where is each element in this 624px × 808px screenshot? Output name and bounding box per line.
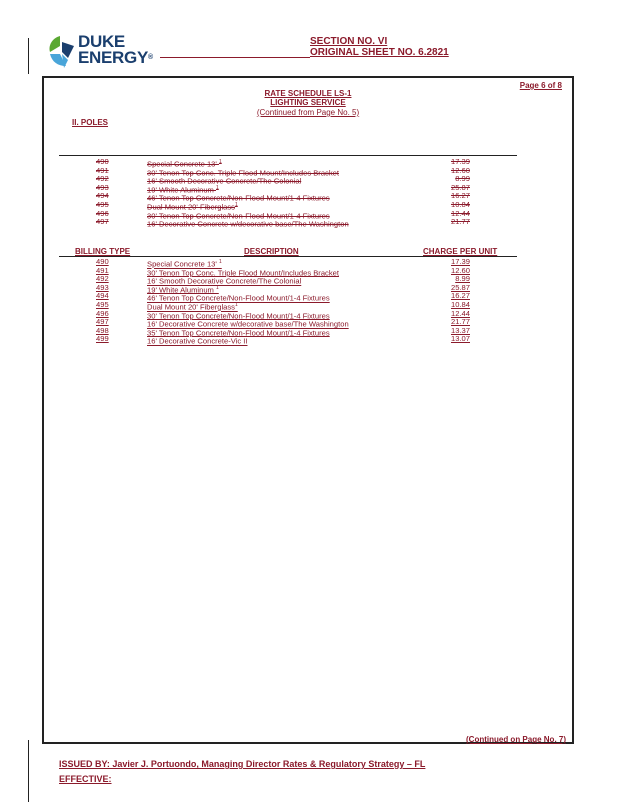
charge-cell: 25.87 — [450, 182, 470, 192]
deleted-table-rule — [59, 155, 517, 156]
description-text: Dual Mount 20' Fiberglass — [147, 302, 235, 312]
charge-cell: 12.44 — [450, 208, 470, 218]
table-row — [0, 200, 624, 212]
footnote-marker: 1 — [215, 184, 219, 191]
billing-type-cell: 492 — [96, 274, 109, 284]
header-charge: CHARGE PER UNIT — [423, 247, 498, 256]
billing-type-cell: 493 — [96, 282, 109, 292]
section-heading: II. POLES — [72, 118, 109, 127]
charge-cell: 21.77 — [450, 317, 470, 327]
billing-type-cell: 493 — [96, 182, 109, 192]
margin-bar-bottom — [28, 740, 29, 802]
description-text: 16' Smooth Decorative Concrete/The Colonial — [147, 176, 302, 186]
table-row — [0, 308, 624, 321]
sheet-number: ORIGINAL SHEET NO. 6.2821 — [310, 47, 449, 58]
billing-type-cell: 496 — [96, 308, 109, 318]
billing-type-cell: 490 — [96, 257, 109, 266]
schedule-title: RATE SCHEDULE LS-1 — [264, 89, 352, 98]
billing-type-cell: 491 — [96, 265, 109, 275]
description-text: 16' Decorative Concrete w/decorative base/The Washington — [147, 219, 349, 229]
charge-cell: 10.84 — [450, 300, 470, 309]
billing-type-cell: 499 — [96, 334, 109, 344]
charge-cell: 12.60 — [450, 265, 470, 275]
billing-type-cell: 491 — [96, 165, 109, 175]
table-row — [0, 182, 624, 195]
continued-from: (Continued from Page No. 5) — [256, 108, 360, 117]
description-text: 46' Tenon Top Concrete/Non-Flood Mount/1-4 Fixtures — [147, 193, 330, 203]
billing-type-cell: 495 — [96, 200, 109, 209]
footnote-marker: 1 — [234, 302, 238, 308]
table-rule — [59, 256, 517, 257]
section-number: SECTION NO. VI — [310, 36, 388, 47]
description-text: 30' Tenon Top Conc. Triple Flood Mount/Includes Bracket — [147, 168, 339, 178]
charge-cell: 25.87 — [450, 282, 470, 292]
charge-cell: 13.07 — [450, 334, 470, 344]
description-text: Dual Mount 20' Fiberglass — [147, 202, 235, 212]
margin-bar-top — [28, 38, 29, 74]
description-text: 30' Tenon Top Conc. Triple Flood Mount/Includes Bracket — [147, 268, 339, 278]
billing-type-cell: 496 — [96, 208, 109, 218]
charge-cell: 21.77 — [450, 217, 470, 227]
description-text: 35' Tenon Top Concrete/Non-Flood Mount/1-4 Fixtures — [147, 328, 330, 338]
billing-type-cell: 498 — [96, 325, 109, 335]
charge-cell: 13.37 — [450, 325, 470, 335]
description-text: Special Concrete 13' — [147, 159, 219, 169]
effective: EFFECTIVE: — [59, 774, 112, 784]
table-row — [0, 317, 624, 329]
footnote-marker: 1 — [234, 202, 238, 208]
description-text: 46' Tenon Top Concrete/Non-Flood Mount/1-4 Fixtures — [147, 293, 330, 303]
table-row — [0, 265, 624, 278]
table-row — [0, 217, 624, 229]
footnote-marker: 1 — [218, 159, 222, 165]
charge-cell: 10.84 — [450, 200, 470, 209]
logo-line-2: ENERGY — [78, 48, 148, 67]
charge-cell: 16.27 — [450, 191, 470, 201]
description-text: 19' White Aluminum — [147, 285, 216, 295]
table-row — [0, 325, 624, 338]
billing-type-cell: 492 — [96, 174, 109, 184]
duke-energy-logo — [46, 32, 166, 76]
charge-cell: 17.39 — [450, 257, 470, 266]
description-text: 30' Tenon Top Concrete/Non-Flood Mount/1-4 Fixtures — [147, 211, 330, 221]
logo-line-1: DUKE — [78, 32, 125, 51]
billing-type-cell: 497 — [96, 317, 109, 327]
charge-cell: 8.99 — [455, 274, 470, 284]
logo-text — [78, 34, 153, 66]
deleted-table — [0, 158, 624, 228]
table-row — [0, 165, 624, 178]
logo-mark-icon — [46, 32, 78, 72]
footnote-marker: 1 — [218, 259, 222, 265]
header-rule — [160, 57, 310, 58]
description-cell — [147, 218, 349, 229]
table-row — [0, 191, 624, 203]
table-row — [0, 274, 624, 286]
description-text: 16' Decorative Concrete w/decorative base/The Washington — [147, 319, 349, 329]
table-row — [0, 291, 624, 303]
charge-cell: 12.44 — [450, 308, 470, 318]
page-number: Page 6 of 8 — [519, 81, 562, 90]
charge-cell: 16.27 — [450, 291, 470, 301]
billing-type-cell: 494 — [96, 191, 109, 201]
rates-table — [0, 258, 624, 344]
table-row — [0, 282, 624, 295]
description-text: Special Concrete 13' — [147, 259, 219, 269]
schedule-subtitle: LIGHTING SERVICE — [270, 98, 346, 107]
charge-cell: 17.39 — [450, 157, 470, 166]
issued-by: ISSUED BY: Javier J. Portuondo, Managing Director Rates & Regulatory Strategy – FL — [59, 759, 426, 769]
description-text: 19' White Aluminum — [147, 185, 216, 195]
charge-cell: 12.60 — [450, 165, 470, 175]
header-billing-type: BILLING TYPE — [75, 247, 131, 256]
description-cell — [147, 335, 248, 346]
billing-type-cell: 497 — [96, 217, 109, 227]
description-text: 16' Decorative Concrete-Vic II — [147, 336, 248, 346]
table-row — [0, 257, 624, 269]
billing-type-cell: 495 — [96, 300, 109, 309]
logo-registered: ® — [148, 54, 153, 61]
table-row — [0, 208, 624, 221]
continued-on: (Continued on Page No. 7) — [466, 735, 566, 744]
description-text: 16' Smooth Decorative Concrete/The Colonial — [147, 276, 302, 286]
charge-cell: 8.99 — [455, 174, 470, 184]
table-row — [0, 300, 624, 312]
table-row — [0, 334, 624, 346]
billing-type-cell: 490 — [96, 157, 109, 166]
header-description: DESCRIPTION — [244, 247, 299, 256]
table-row — [0, 157, 624, 169]
billing-type-cell: 494 — [96, 291, 109, 301]
table-row — [0, 174, 624, 186]
footnote-marker: 1 — [215, 284, 219, 291]
description-text: 30' Tenon Top Concrete/Non-Flood Mount/1-4 Fixtures — [147, 311, 330, 321]
